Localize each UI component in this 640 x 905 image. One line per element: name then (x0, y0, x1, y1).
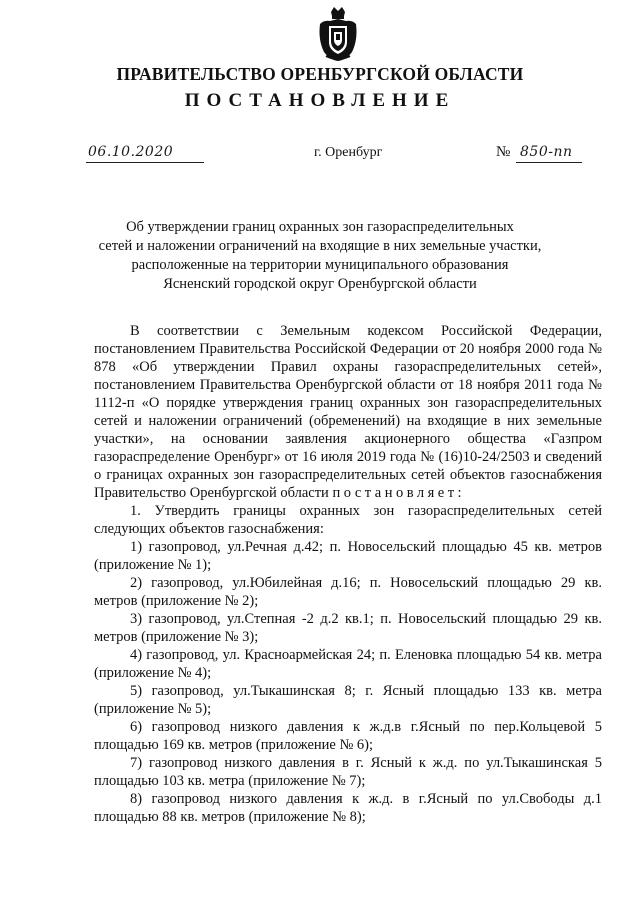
title-line: сетей и наложении ограничений на входящие в них земельные участки, (98, 238, 542, 254)
date-field (86, 142, 204, 163)
handwritten-number: 850-пп (520, 144, 573, 160)
list-item: 6) газопровод низкого давления к ж.д.в г.Ясный по пер.Кольцевой 5 площадью 169 кв. метров (приложение № 6); (94, 719, 602, 753)
list-item: 5) газопровод, ул.Тыкашинская 8; г. Ясный площадью 133 кв. метра (приложение № 5); (94, 683, 602, 717)
organization-name: ПРАВИТЕЛЬСТВО ОРЕНБУРГСКОЙ ОБЛАСТИ (116, 64, 524, 84)
point-1: 1. Утвердить границы охранных зон газораспределительных сетей следующих объектов газоснабжения: (94, 503, 602, 537)
coat-of-arms-emblem (316, 6, 360, 62)
title-line: Об утверждении границ охранных зон газораспределительных (126, 219, 514, 235)
list-item: 3) газопровод, ул.Степная -2 д.2 кв.1; п. Новосельский площадью 29 кв. метров (приложение № 3); (94, 611, 602, 645)
list-item: 2) газопровод, ул.Юбилейная д.16; п. Новосельский площадью 29 кв. метров (приложение № 2); (94, 575, 602, 609)
preamble-text: В соответствии с Земельным кодексом Российской Федерации, постановлением Правительства Российской Федерации от 20 ноября 2000 года № 878 «Об утверждении Правил охраны газораспределительных сетей», постановлением Правительства Оренбургской области от 18 ноября 2011 года № 1112-п «О порядке утверждения границ охранных зон газораспределительных сетей и наложении ограничений (обременений) на входящие в них земельные участки», на основании заявления акционерного общества «Газпром газораспределение Оренбург» от 16 июля 2019 года № (16)10-24/2503 и сведений о границах охранных зон газораспределительных сетей объектов газоснабжения Правительство Оренбургской области (94, 323, 602, 501)
decree-word: постановляет: (332, 485, 466, 501)
list-item: 8) газопровод низкого давления к ж.д. в г.Ясный по ул.Свободы д.1 площадью 88 кв. метров (приложение № 8); (94, 791, 602, 825)
list-item: 1) газопровод, ул.Речная д.42; п. Новосельский площадью 45 кв. метров (приложение № 1); (94, 539, 602, 573)
list-item: 4) газопровод, ул. Красноармейская 24; п. Еленовка площадью 54 кв. метра (приложение № 4); (94, 647, 602, 681)
title-line: Ясненский городской округ Оренбургской области (163, 276, 477, 292)
preamble-paragraph (94, 322, 602, 502)
document-title (90, 218, 550, 294)
title-line: расположенные на территории муниципального образования (131, 257, 509, 273)
document-body (94, 322, 602, 826)
list-item: 7) газопровод низкого давления в г. Ясный к ж.д. по ул.Тыкашинская 5 площадью 103 кв. метра (приложение № 7); (94, 755, 602, 789)
document-type: ПОСТАНОВЛЕНИЕ (184, 90, 456, 111)
number-field (516, 142, 582, 163)
number-label: № (496, 144, 511, 160)
handwritten-date: 06.10.2020 (88, 144, 174, 160)
city: г. Оренбург (314, 145, 383, 160)
